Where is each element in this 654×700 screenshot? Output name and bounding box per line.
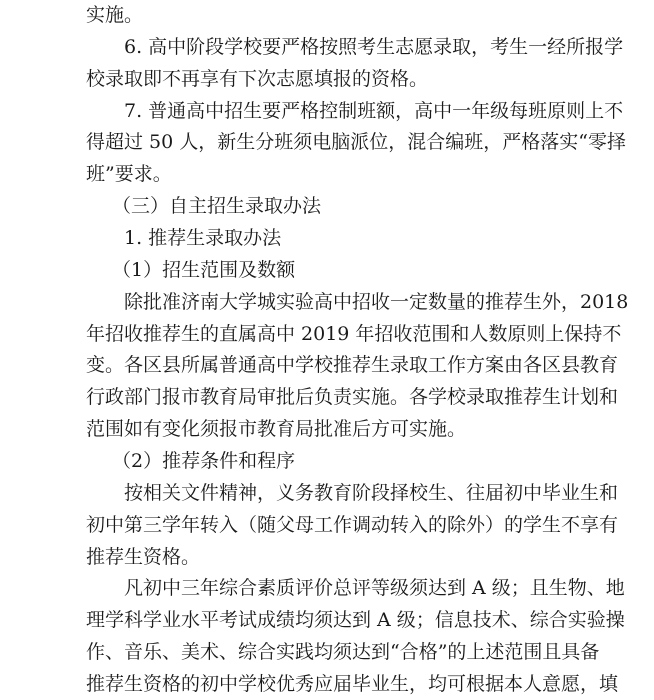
- item-6-line-1: 6. 高中阶段学校要严格按照考生志愿录取，考生一经所报学: [124, 36, 624, 58]
- para-1-line-3: 变。各区县所属普通高中学校推荐生录取工作方案由各区县教育: [86, 354, 619, 376]
- para-2-line-1: 按相关文件精神，义务教育阶段择校生、往届初中毕业生和: [124, 482, 619, 504]
- text-line-1: 实施。: [86, 4, 144, 26]
- item-7-line-3: 班”要求。: [86, 163, 172, 185]
- para-3-line-1: 凡初中三年综合素质评价总评等级须达到 A 级；且生物、地: [124, 577, 625, 599]
- item-7-line-1: 7. 普通高中招生要严格控制班额，高中一年级每班原则上不: [124, 100, 624, 122]
- para-3-line-4: 推荐生资格的初中学校优秀应届毕业生，均可根据本人意愿，填: [86, 673, 619, 695]
- para-1-line-1: 除批准济南大学城实验高中招收一定数量的推荐生外，2018: [124, 291, 629, 313]
- para-1-line-4: 行政部门报市教育局审批后负责实施。各学校录取推荐生计划和: [86, 386, 619, 408]
- item-7-line-2: 得超过 50 人，新生分班须电脑派位，混合编班，严格落实“零择: [86, 131, 626, 153]
- subheading-1-2: （2）推荐条件和程序: [112, 450, 296, 472]
- para-3-line-3: 作、音乐、美术、综合实践均须达到“合格”的上述范围且具备: [86, 641, 600, 663]
- para-1-line-5: 范围如有变化须报市教育局批准后方可实施。: [86, 418, 467, 440]
- para-2-line-3: 推荐生资格。: [86, 546, 201, 568]
- para-1-line-2: 年招收推荐生的直属高中 2019 年招收范围和人数原则上保持不: [86, 323, 622, 345]
- subheading-1: 1. 推荐生录取办法: [124, 227, 282, 249]
- para-2-line-2: 初中第三学年转入（随父母工作调动转入的除外）的学生不享有: [86, 514, 619, 536]
- item-6-line-2: 校录取即不再享有下次志愿填报的资格。: [86, 68, 429, 90]
- subheading-1-1: （1）招生范围及数额: [112, 259, 296, 281]
- section-heading-3: （三）自主招生录取办法: [112, 195, 322, 217]
- para-3-line-2: 理学科学业水平考试成绩均须达到 A 级；信息技术、综合实验操: [86, 609, 625, 631]
